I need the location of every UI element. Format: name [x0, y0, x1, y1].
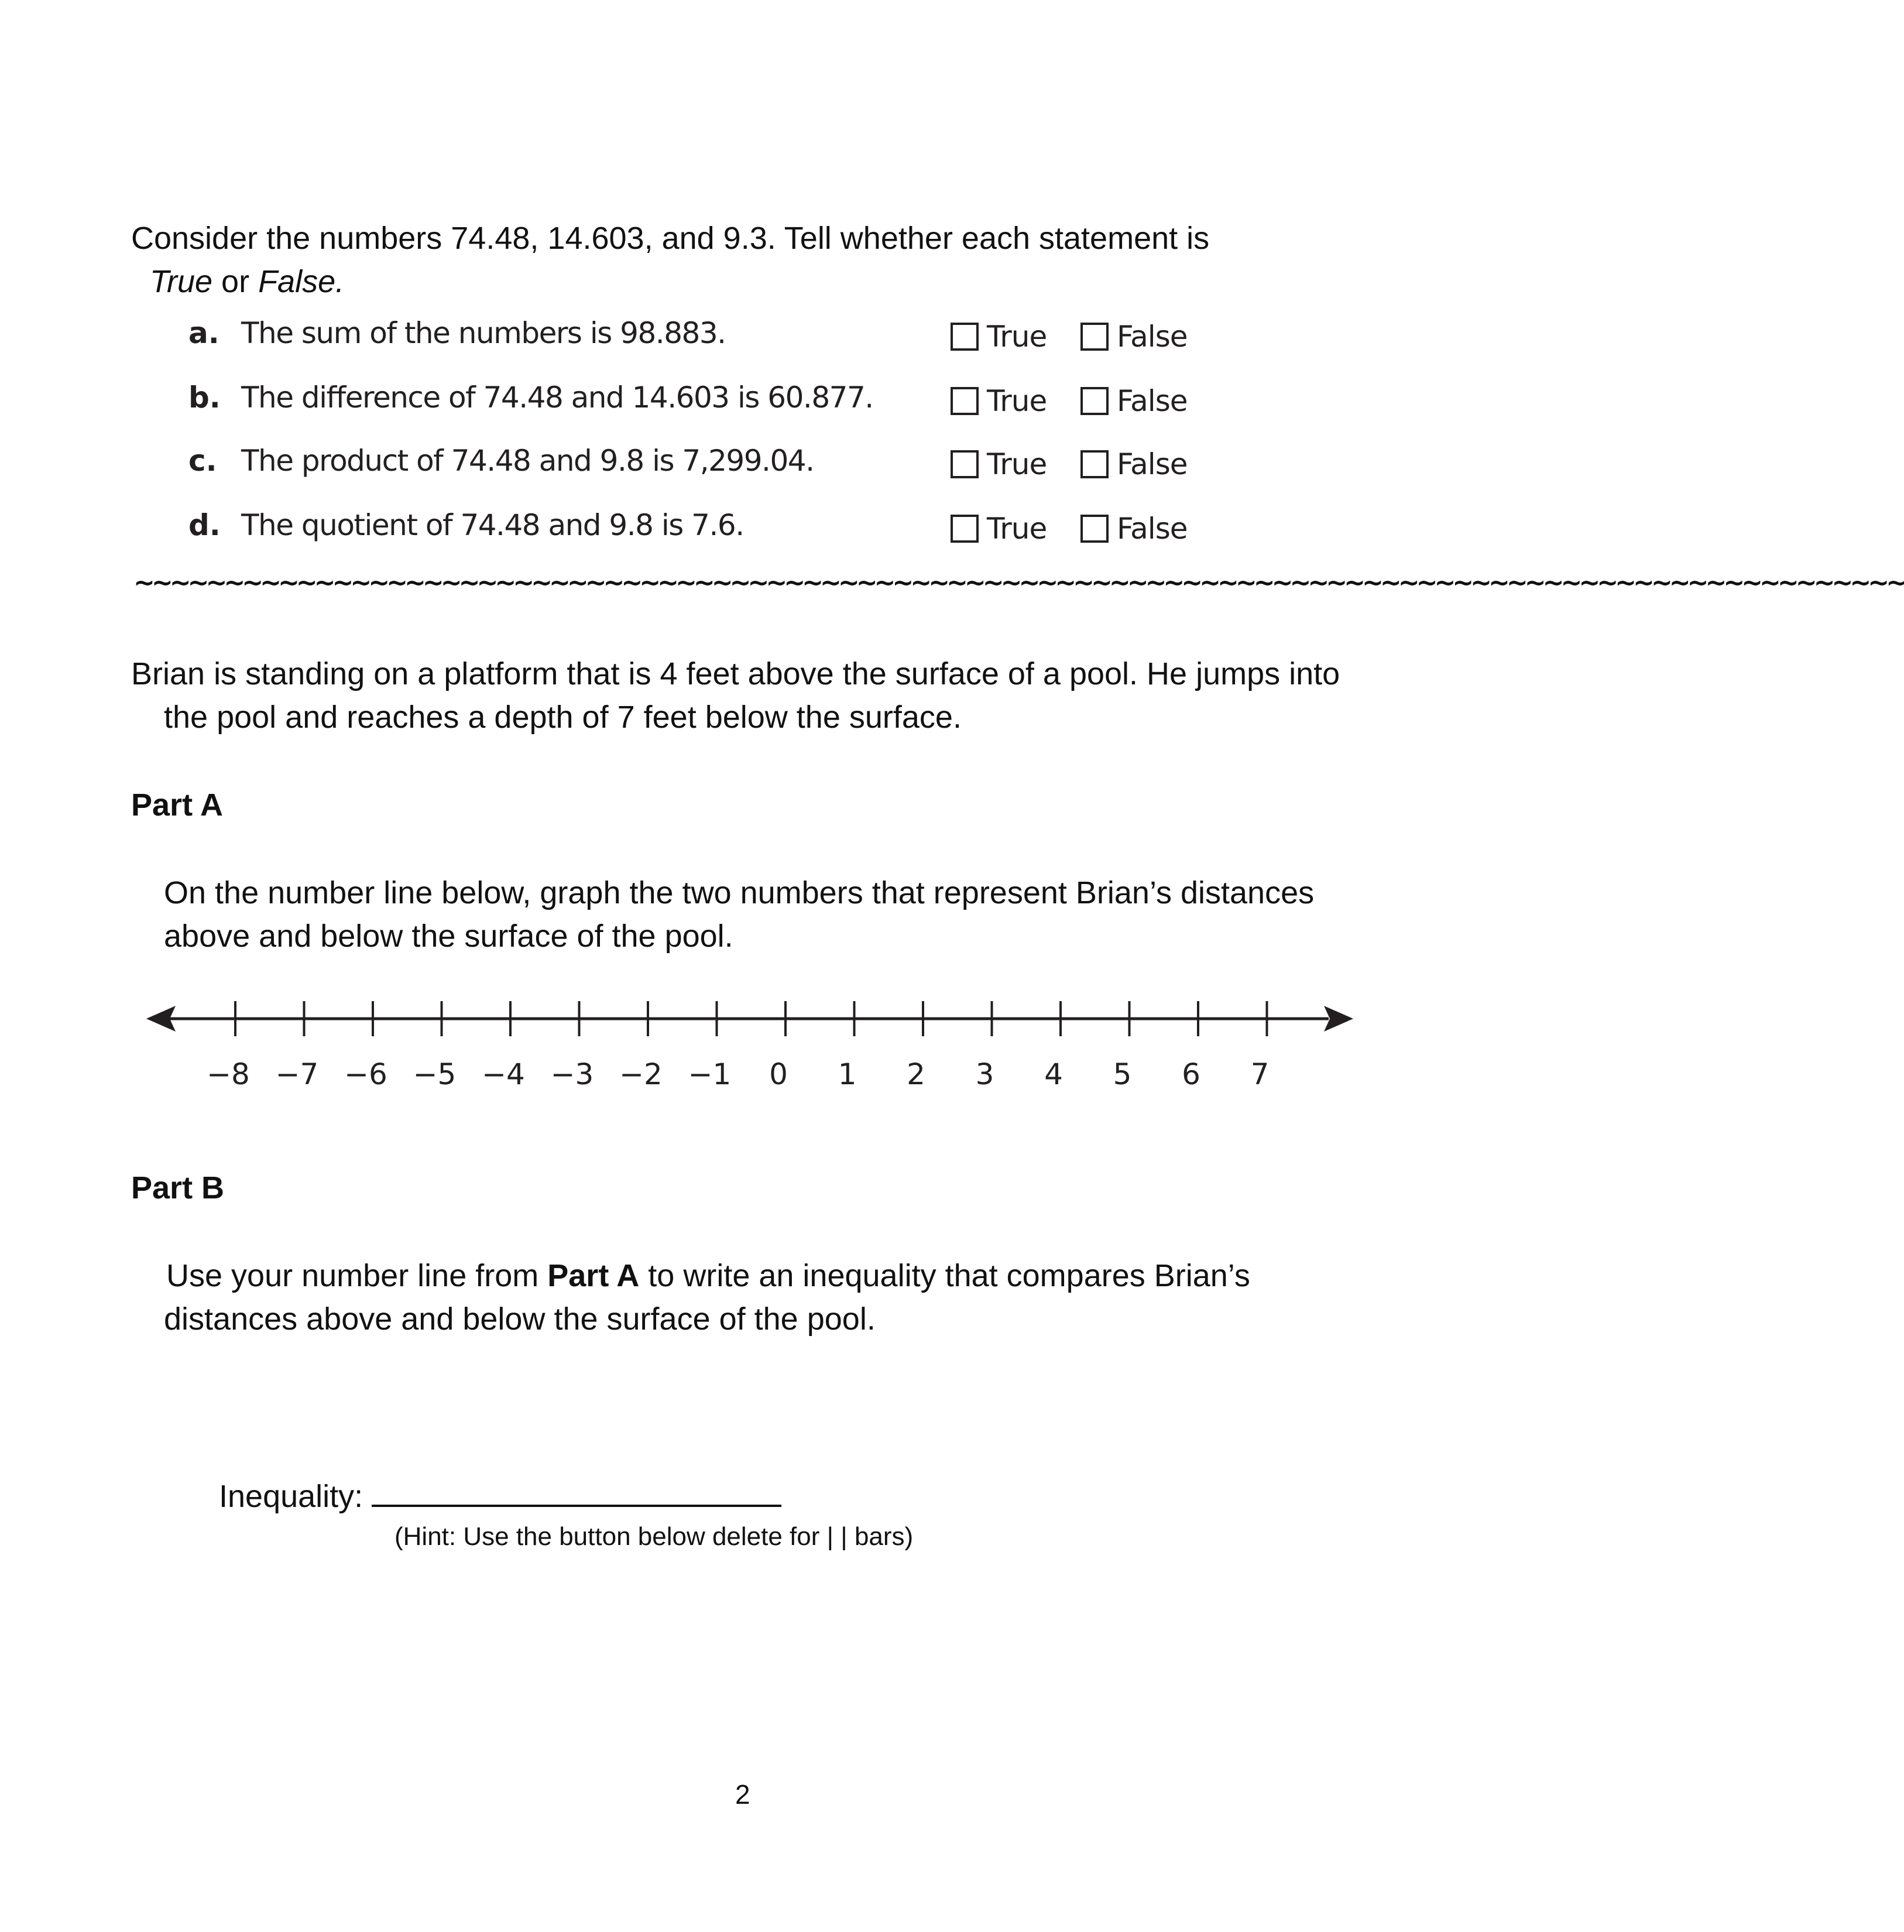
- statement-b-false-label: False: [1117, 384, 1188, 418]
- statement-c-letter: c.: [188, 444, 217, 478]
- part-b-post: to write an inequality that compares Brian’s: [639, 1258, 1250, 1293]
- number-line-tick-label: 1: [838, 1057, 857, 1091]
- statement-c-text: The product of 74.48 and 9.8 is 7,299.04.: [241, 444, 814, 478]
- statement-d-false-label: False: [1117, 512, 1188, 546]
- q1-intro-line1: Consider the numbers 74.48, 14.603, and 9.3. Tell whether each statement is: [131, 221, 1210, 256]
- number-line-tick-label: −3: [550, 1057, 594, 1091]
- inequality-label: Inequality:: [219, 1479, 363, 1514]
- part-b-line1: [166, 1258, 1250, 1294]
- part-a-line1: On the number line below, graph the two numbers that represent Brian’s distances: [164, 875, 1315, 910]
- q1-intro-false: False.: [258, 264, 345, 299]
- q2-intro-line1: Brian is standing on a platform that is 4 feet above the surface of a pool. He jumps into: [131, 656, 1340, 691]
- part-b-heading: Part B: [131, 1170, 225, 1205]
- number-line-tick-label: 5: [1113, 1057, 1132, 1091]
- number-line-tick-label: −5: [413, 1057, 457, 1091]
- q2-intro-line2: the pool and reaches a depth of 7 feet below the surface.: [164, 700, 962, 735]
- number-line-tick-label: −7: [275, 1057, 319, 1091]
- page-number: 2: [735, 1779, 750, 1810]
- part-b-bold: Part A: [547, 1258, 640, 1293]
- statement-d-text: The quotient of 74.48 and 9.8 is 7.6.: [241, 508, 744, 542]
- statement-b-true-label: True: [987, 384, 1047, 418]
- statement-c-true-label: True: [987, 447, 1047, 481]
- number-line-tick-label: 6: [1182, 1057, 1200, 1091]
- q1-intro-true: True: [150, 264, 213, 299]
- number-line-tick-label: −2: [619, 1057, 663, 1091]
- number-line-tick-label: 3: [975, 1057, 994, 1091]
- number-line-tick-label: 0: [769, 1057, 788, 1091]
- statement-d-true-label: True: [987, 512, 1047, 546]
- hint-text: (Hint: Use the button below delete for | | bars): [394, 1522, 914, 1551]
- statement-a-letter: a.: [188, 316, 219, 350]
- number-line-tick-label: 2: [907, 1057, 925, 1091]
- q1-intro-or: or: [212, 264, 259, 299]
- statement-d-letter: d.: [188, 508, 221, 542]
- number-line-tick-label: 4: [1044, 1057, 1063, 1091]
- inequality-answer-blank[interactable]: [372, 1477, 781, 1507]
- statement-b-text: The difference of 74.48 and 14.603 is 60.877.: [241, 381, 873, 415]
- statement-a-true-label: True: [987, 320, 1047, 354]
- statement-a-false-label: False: [1117, 320, 1188, 354]
- part-b-line2: distances above and below the surface of the pool.: [164, 1301, 876, 1337]
- number-line-tick-label: −1: [688, 1057, 732, 1091]
- number-line-tick-label: −4: [482, 1057, 525, 1091]
- statement-c-false-label: False: [1117, 447, 1188, 481]
- number-line-tick-label: 7: [1250, 1057, 1270, 1091]
- statement-b-letter: b.: [188, 381, 221, 415]
- part-a-line2: above and below the surface of the pool.: [164, 919, 733, 954]
- number-line-tick-label: −8: [207, 1057, 250, 1091]
- part-a-heading: Part A: [131, 787, 224, 823]
- statement-a-text: The sum of the numbers is 98.883.: [241, 316, 726, 350]
- inequality-row: [219, 1477, 781, 1515]
- part-b-pre: Use your number line from: [166, 1258, 548, 1293]
- number-line-tick-label: −6: [344, 1057, 387, 1091]
- tilde-separator: ~~~~~~~~~~~~~~~~~~~~~~~~~~~~~~~~~~~~~~~~~~~~~~~~~~~~~~~~~~~~~~~~~~~~~~~~~~~~~~~~~~~~~~~~~~~~~~~~~~: [133, 568, 1904, 598]
